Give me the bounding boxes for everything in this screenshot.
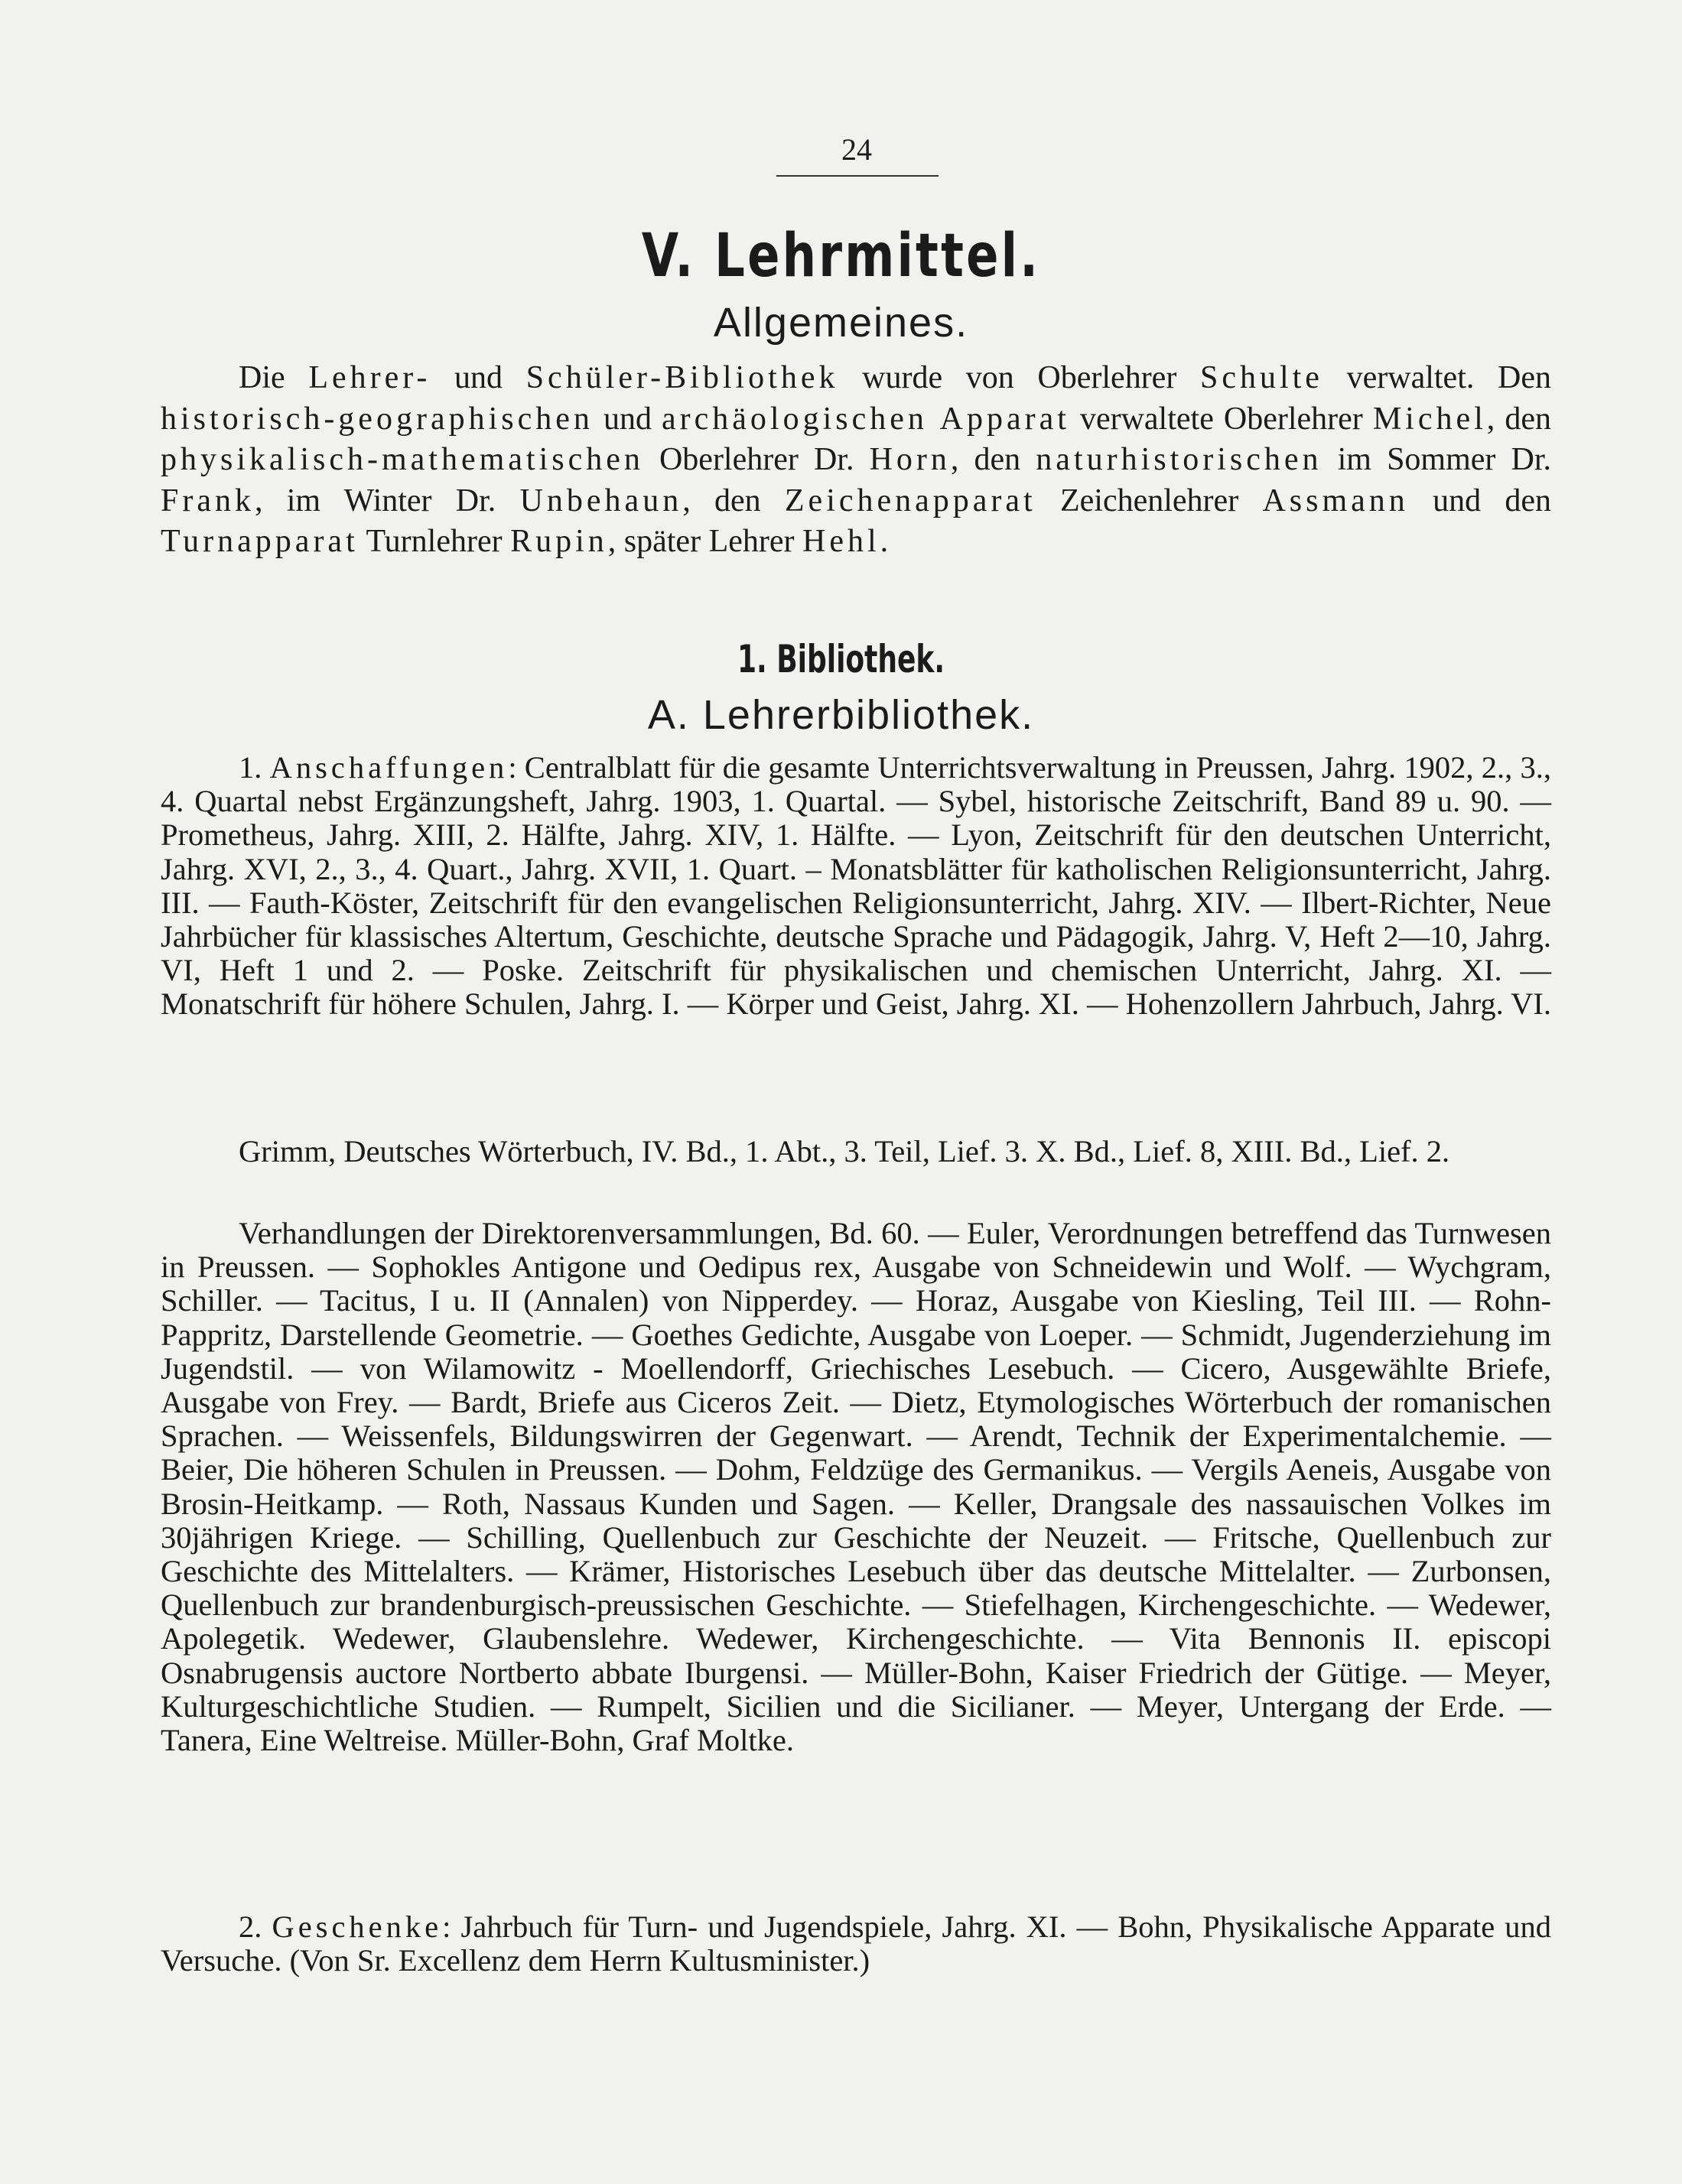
spaced-term: physikalisch-mathematischen xyxy=(161,442,644,477)
spaced-term: Schulte xyxy=(1199,360,1323,395)
subsection-heading-teacher-library: A. Lehrerbibliothek. xyxy=(647,692,1035,738)
spaced-term: naturhistorischen xyxy=(1036,442,1323,477)
spaced-term: Unbehaun xyxy=(519,483,683,518)
spaced-term: Zeichenapparat xyxy=(784,483,1036,518)
section-heading-general: Allgemeines. xyxy=(713,300,969,346)
spaced-term: historisch-geographischen xyxy=(161,401,594,437)
grimm-paragraph: Grimm, Deutsches Wörterbuch, IV. Bd., 1. Abt., 3. Teil, Lief. 3. X. Bd., Lief. 8, XIII. Bd., Lief. 2. xyxy=(239,1134,1450,1168)
spaced-term: Hehl xyxy=(802,524,880,559)
spaced-term: Turnapparat xyxy=(161,524,359,559)
page-number-rule xyxy=(776,175,939,177)
acquisitions-label: Anschaffungen xyxy=(269,750,509,785)
spaced-term: Assmann xyxy=(1262,483,1409,518)
spaced-term: Lehrer- xyxy=(308,360,431,395)
spaced-term: Frank xyxy=(161,483,255,518)
page-number: 24 xyxy=(841,132,872,167)
spaced-term: archäologischen Apparat xyxy=(662,401,1070,437)
spaced-term: Horn xyxy=(869,442,951,477)
verhandlungen-paragraph: Verhandlungen der Direktorenversammlungen, Bd. 60. — Euler, Verordnungen betreffend das Turnwesen in Preussen. — Sophokles Antigone und Oedipus rex, Ausgabe von Schneidewin und Wolf. — Wychgram, Schiller. — Tacitus, I u. II (Annalen) von Nipperdey. — Horaz, Ausgabe von Kiesling, Teil III. — Rohn-Pappritz, Darstellende Geometrie. — Goethes Gedichte, Ausgabe von Loeper. — Schmidt, Jugenderziehung im Jugendstil. — von Wilamowitz - Moellendorff, Griechisches Lesebuch. — Cicero, Ausgewählte Briefe, Ausgabe von Frey. — Bardt, Briefe aus Ciceros Zeit. — Dietz, Etymologisches Wörterbuch der romanischen Sprachen. — Weissenfels, Bildungswirren der Gegenwart. — Arendt, Technik der Experimentalchemie. — Beier, Die höheren Schulen in Preussen. — Dohm, Feldzüge des Germanikus. — Vergils Aeneis, Ausgabe von Brosin-Heitkamp. — Roth, Nassaus Kunden und Sagen. — Keller, Drangsale des nassauischen Volkes im 30jährigen Kriege. — Schilling, Quellenbuch zur Geschichte der Neuzeit. — Fritsche, Quellenbuch zur Geschichte des Mittelalters. — Krämer, Historisches Lesebuch über das deutsche Mittelalter. — Zurbonsen, Quellenbuch zur brandenburgisch-preussischen Geschichte. — Stiefelhagen, Kirchengeschichte. — Wedewer, Apolegetik. Wedewer, Glaubenslehre. Wedewer, Kirchengeschichte. — Vita Bennonis II. episcopi Osnabrugensis auctore Nortberto abbate Iburgensi. — Müller-Bohn, Kaiser Friedrich der Gütige. — Meyer, Kulturgeschichtliche Studien. — Rumpelt, Sicilien und die Sicilianer. — Meyer, Untergang der Erde. — Tanera, Eine Weltreise. Müller-Bohn, Graf Moltke. xyxy=(161,1216,1551,1758)
gifts-label: Geschenke xyxy=(272,1909,443,1944)
spaced-term: Michel xyxy=(1372,401,1487,437)
section-heading-library: 1. Bibliothek. xyxy=(737,637,945,681)
acquisitions-paragraph: 1. Anschaffungen: Centralblatt für die gesamte Unterrichtsverwaltung in Preussen, Jahrg. 1902, 2., 3., 4. Quartal nebst Ergänzungsheft, Jahrg. 1903, 1. Quartal. — Sybel, historische Zeitschrift, Band 89 u. 90. — Prometheus, Jahrg. XIII, 2. Hälfte, Jahrg. XIV, 1. Hälfte. — Lyon, Zeitschrift für den deutschen Unterricht, Jahrg. XVI, 2., 3., 4. Quart., Jahrg. XVII, 1. Quart. – Monatsblätter für katholischen Religionsunterricht, Jahrg. III. — Fauth-Köster, Zeitschrift für den evangelischen Religionsunterricht, Jahrg. XIV. — Ilbert-Richter, Neue Jahrbücher für klassisches Altertum, Geschichte, deutsche Sprache und Pädagogik, Jahrg. V, Heft 2—10, Jahrg. VI, Heft 1 und 2. — Poske. Zeitschrift für physikalischen und chemischen Unterricht, Jahrg. XI. — Monatschrift für höhere Schulen, Jahrg. I. — Körper und Geist, Jahrg. XI. — Hohenzollern Jahrbuch, Jahrg. VI. xyxy=(161,750,1552,1022)
chapter-title: V. Lehrmittel. xyxy=(641,222,1041,291)
general-paragraph: Die Lehrer- und Schüler-Bibliothek wurde von Oberlehrer Schulte verwaltet. Den historisch-geographischen und archäologischen Apparat verwaltete Oberlehrer Michel, den physikalisch-mathematischen Oberlehrer Dr. Horn, den naturhistorischen im Sommer Dr. Frank, im Winter Dr. Unbehaun, den Zeichenapparat Zeichenlehrer Assmann und den Turnapparat Turnlehrer Rupin, später Lehrer Hehl. xyxy=(161,360,1551,559)
spaced-term: Schüler-Bibliothek xyxy=(525,360,839,395)
spaced-term: Rupin xyxy=(510,524,608,559)
gifts-paragraph: 2. Geschenke: Jahrbuch für Turn- und Jugendspiele, Jahrg. XI. — Bohn, Physikalische Apparate und Versuche. (Von Sr. Excellenz dem Herrn Kultusminister.) xyxy=(161,1909,1552,1978)
